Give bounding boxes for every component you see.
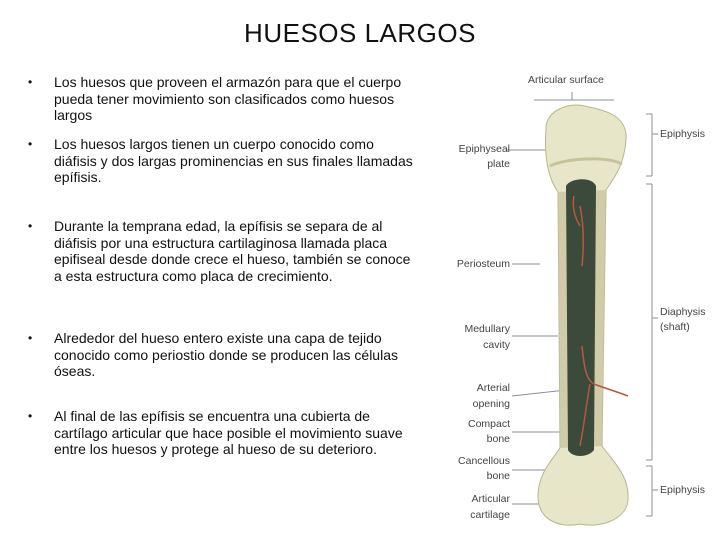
label-compact-bone-1: Compact — [467, 418, 510, 430]
slide-title: HUESOS LARGOS — [244, 18, 476, 48]
bullet-text: Al final de las epífisis se encuentra una cubierta de cartílago articular que hace posible el movimiento suave entre los huesos y protege al hueso de su deterioro. — [54, 408, 403, 457]
bullet-text: Durante la temprana edad, la epífisis se separa de al diáfisis por una estructura cartilaginosa llamada placa epifiseal desde donde crece el hueso, también se conoce a esta estructura como placa de crecimiento. — [54, 218, 411, 284]
bullet-item — [26, 218, 416, 330]
bullet-marker: • — [28, 409, 33, 423]
bullet-text: Los huesos largos tienen un cuerpo conocido como diáfisis y dos largas prominencias en sus finales llamadas epífisis. — [54, 136, 413, 185]
label-articular-cartilage-1: Articular — [471, 493, 510, 505]
label-arterial-opening-1: Arterial — [476, 382, 510, 394]
label-arterial-opening-2: opening — [472, 398, 510, 410]
long-bone-figure — [446, 66, 720, 536]
label-cancellous-bone-1: Cancellous — [458, 455, 510, 467]
label-medullary-cavity-1: Medullary — [464, 323, 510, 335]
bullet-item — [26, 74, 416, 136]
bullet-text: Los huesos que proveen el armazón para que el cuerpo pueda tener movimiento son clasificados como huesos largos — [54, 74, 402, 123]
bullet-marker: • — [28, 137, 33, 151]
label-diaphysis: Diaphysis — [660, 306, 706, 318]
bullet-marker: • — [28, 75, 33, 89]
label-compact-bone-2: bone — [486, 433, 510, 445]
bullet-marker: • — [28, 331, 33, 345]
bullet-item — [26, 136, 416, 218]
label-epiphysis-bottom: Epiphysis — [660, 484, 705, 496]
label-medullary-cavity-2: cavity — [483, 339, 510, 351]
label-epiphyseal-plate-2: plate — [487, 158, 510, 170]
label-cancellous-bone-2: bone — [486, 470, 510, 482]
bullet-list — [26, 74, 416, 458]
label-epiphyseal-plate-1: Epiphyseal — [458, 143, 510, 155]
bullet-marker: • — [28, 219, 33, 233]
label-articular-surface: Articular surface — [528, 74, 604, 86]
label-epiphysis-top: Epiphysis — [660, 128, 705, 140]
medullary-cavity-shape — [566, 179, 596, 456]
label-periosteum: Periosteum — [456, 258, 510, 270]
label-diaphysis-sub: (shaft) — [660, 321, 690, 333]
bullet-text: Alrededor del hueso entero existe una capa de tejido conocido como periostio donde se producen las células óseas. — [54, 330, 398, 379]
bullet-item — [26, 330, 416, 408]
label-articular-cartilage-2: cartilage — [470, 509, 510, 521]
bullet-item — [26, 408, 416, 458]
